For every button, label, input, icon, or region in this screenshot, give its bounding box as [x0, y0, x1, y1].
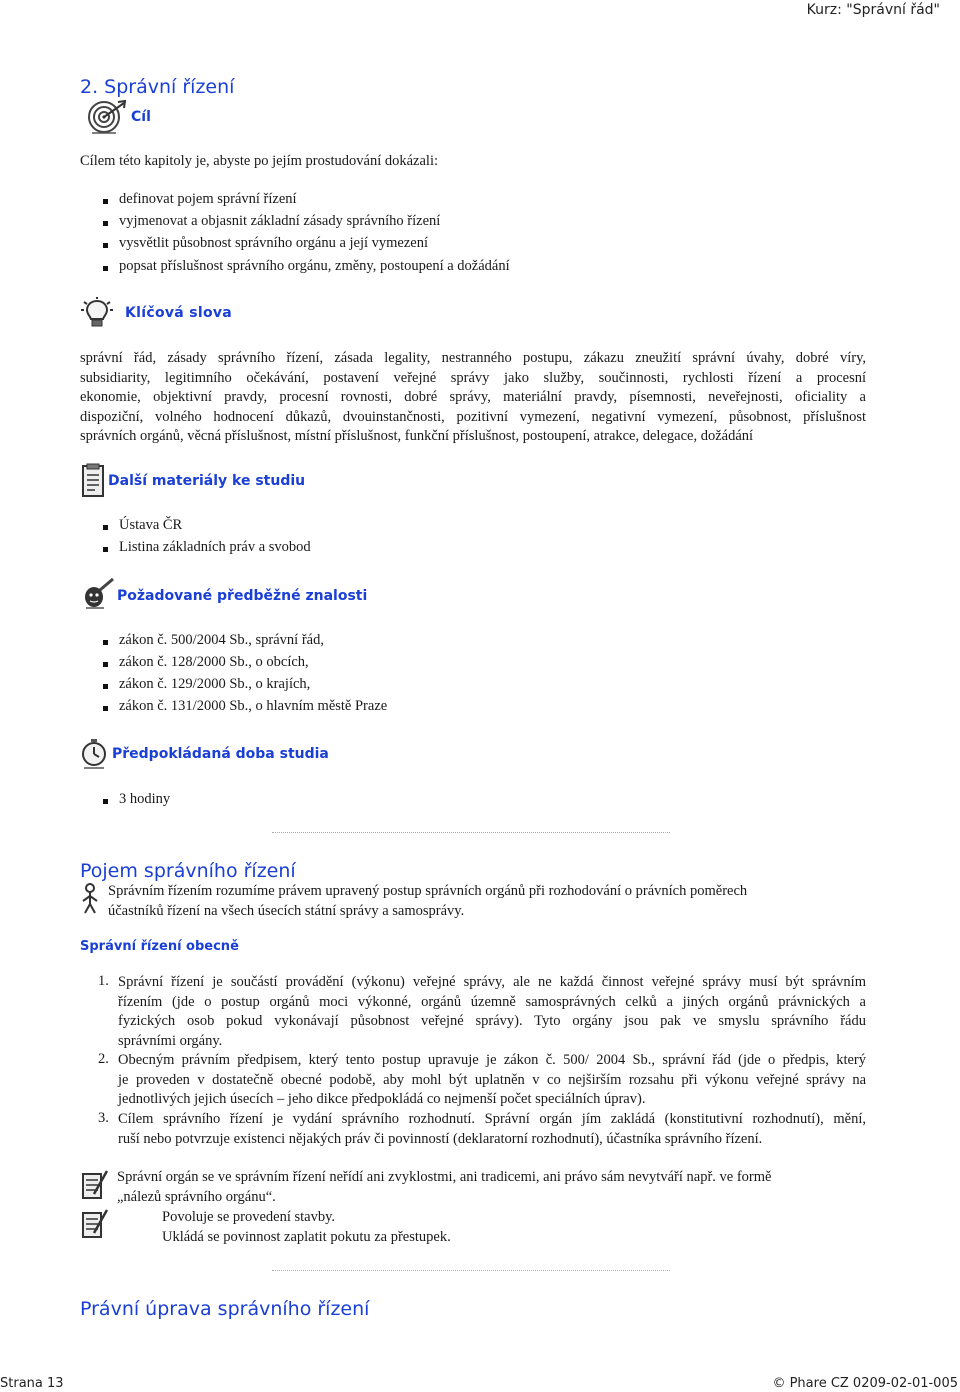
- chapter-title: 2. Správní řízení: [80, 76, 235, 98]
- keywords-line: správní řád, zásady správního řízení, zásada legality, nestranného postupu, zákazu zneužití správní úvahy, dobré víry,: [80, 350, 866, 366]
- list-item: Ústava ČR: [119, 517, 183, 533]
- keywords-heading: [125, 305, 232, 321]
- keywords-line: správních orgánů, věcná příslušnost, místní příslušnost, funkční příslušnost, postoupení, atrakce, delegace, dožádání: [80, 428, 754, 444]
- goal-heading: Cíl: [131, 109, 151, 125]
- item-line: Cílem správního řízení je vydání správního rozhodnutí. Správní orgán jím zakládá (konstitutivní rozhodnutí), mění,: [118, 1111, 866, 1127]
- item-line: správními orgány.: [118, 1032, 223, 1049]
- item-number: 1.: [98, 973, 109, 989]
- item-line: jednotlivých jejich úsecích – jeho dikce předpokládá co nejmenší počet speciálních úprav).: [118, 1091, 646, 1107]
- concept-definition: [108, 882, 868, 921]
- keywords-line: ekonomie, objektivní pravdy, procesní rovnosti, dobré správy, materiální pravdy, písemnosti, neveřejnosti, oficiality a: [80, 389, 866, 405]
- definition-line: účastníků řízení na všech úsecích státní správy a samosprávy.: [108, 902, 465, 919]
- list-item: zákon č. 500/2004 Sb., správní řád,: [119, 632, 324, 648]
- target-icon: [84, 99, 126, 137]
- list-item: zákon č. 131/2000 Sb., o hlavním městě Praze: [119, 698, 388, 714]
- item-number: 3.: [98, 1110, 109, 1126]
- list-item: vyjmenovat a objasnit základní zásady správního řízení: [119, 213, 441, 229]
- page-number: Strana 13: [0, 1376, 64, 1391]
- duration-heading: Předpokládaná doba studia: [112, 746, 329, 762]
- goal-intro: Cílem této kapitoly je, abyste po jejím prostudování dokázali:: [80, 153, 438, 169]
- notepad-icon: [80, 1168, 108, 1202]
- pen-icon: [80, 578, 114, 610]
- copyright: © Phare CZ 0209-02-01-005: [772, 1376, 958, 1391]
- separator: [272, 1270, 670, 1271]
- item-text: [118, 1051, 866, 1110]
- keywords-heading-text: Klíčová slova: [125, 305, 233, 321]
- example-line: Povoluje se provedení stavby.: [162, 1209, 336, 1225]
- example-line: Ukládá se povinnost zaplatit pokutu za přestupek.: [162, 1228, 451, 1245]
- lightbulb-icon: [80, 296, 114, 330]
- list-item: definovat pojem správní řízení: [119, 191, 297, 207]
- item-text: [118, 973, 866, 1051]
- item-line: Obecným právním předpisem, který tento postup upravuje je zákon č. 500/ 2004 Sb., správní řád (jde o předpis, který: [118, 1052, 866, 1068]
- examples: [162, 1208, 451, 1247]
- list-item: popsat příslušnost správního orgánu, změny, postoupení a dožádání: [119, 258, 510, 274]
- prereq-heading: Požadované předběžné znalosti: [117, 588, 368, 604]
- example-icon: [80, 1207, 108, 1241]
- note-line: Správní orgán se ve správním řízení neřídí ani zvyklostmi, ani tradicemi, ani právo sám nevytváří např. ve formě: [117, 1169, 772, 1185]
- list-item: Listina základních práv a svobod: [119, 539, 311, 555]
- item-line: ruší nebo potvrzuje existenci nějakých práv či povinností (deklaratorní rozhodnutí), účastníka správního řízení.: [118, 1130, 763, 1147]
- list-item: zákon č. 129/2000 Sb., o krajích,: [119, 676, 311, 692]
- keywords-line: dispoziční, volného hodnocení důkazů, dvouinstančnosti, pozitivní vymezení, negativní vymezení, působnost, příslušnost: [80, 408, 866, 425]
- list-item: 3 hodiny: [119, 791, 171, 807]
- concept-subheading: Správní řízení obecně: [80, 939, 239, 954]
- separator: [272, 832, 670, 833]
- materials-heading: Další materiály ke studiu: [108, 473, 306, 489]
- item-line: je proveden v dostatečně obecné podobě, aby mohl být uplatněn v co nejširším rozsahu při výkonu veřejné správy na: [118, 1071, 866, 1088]
- item-line: Správní řízení je součástí provádění (výkonu) veřejné správy, ale ne každá činnost veřejné správy musí být správním: [118, 974, 866, 990]
- definition-line: Správním řízením rozumíme právem upravený postup správních orgánů při rozhodování o právních poměrech: [108, 883, 748, 899]
- list-item: vysvětlit působnost správního orgánu a její vymezení: [119, 235, 429, 251]
- note-line: „nálezů správního orgánu“.: [117, 1188, 276, 1205]
- person-icon: [80, 882, 100, 916]
- item-line: fyzických osob pokud vykonávají působnost veřejné správy). Tyto orgány jsou pak ve smyslu správního řádu: [118, 1013, 866, 1029]
- document-icon: [80, 463, 106, 499]
- keywords-text: [80, 349, 866, 447]
- keywords-line: subsidiarity, legitimního očekávání, postavení veřejné správy jako služby, součinnosti, rychlosti řízení a procesní: [80, 369, 866, 386]
- note-text: [117, 1168, 877, 1207]
- concept-title: Pojem správního řízení: [80, 860, 296, 882]
- item-line: řízením (jde o postup orgánů moci výkonné, orgánů územně samosprávných celků a jiných orgánů právnických a: [118, 993, 866, 1010]
- next-section-title: Právní úprava správního řízení: [80, 1298, 370, 1320]
- clock-icon: [80, 738, 108, 770]
- course-header: Kurz: "Správní řád": [806, 2, 940, 18]
- item-text: [118, 1110, 866, 1149]
- list-item: zákon č. 128/2000 Sb., o obcích,: [119, 654, 309, 670]
- item-number: 2.: [98, 1051, 109, 1067]
